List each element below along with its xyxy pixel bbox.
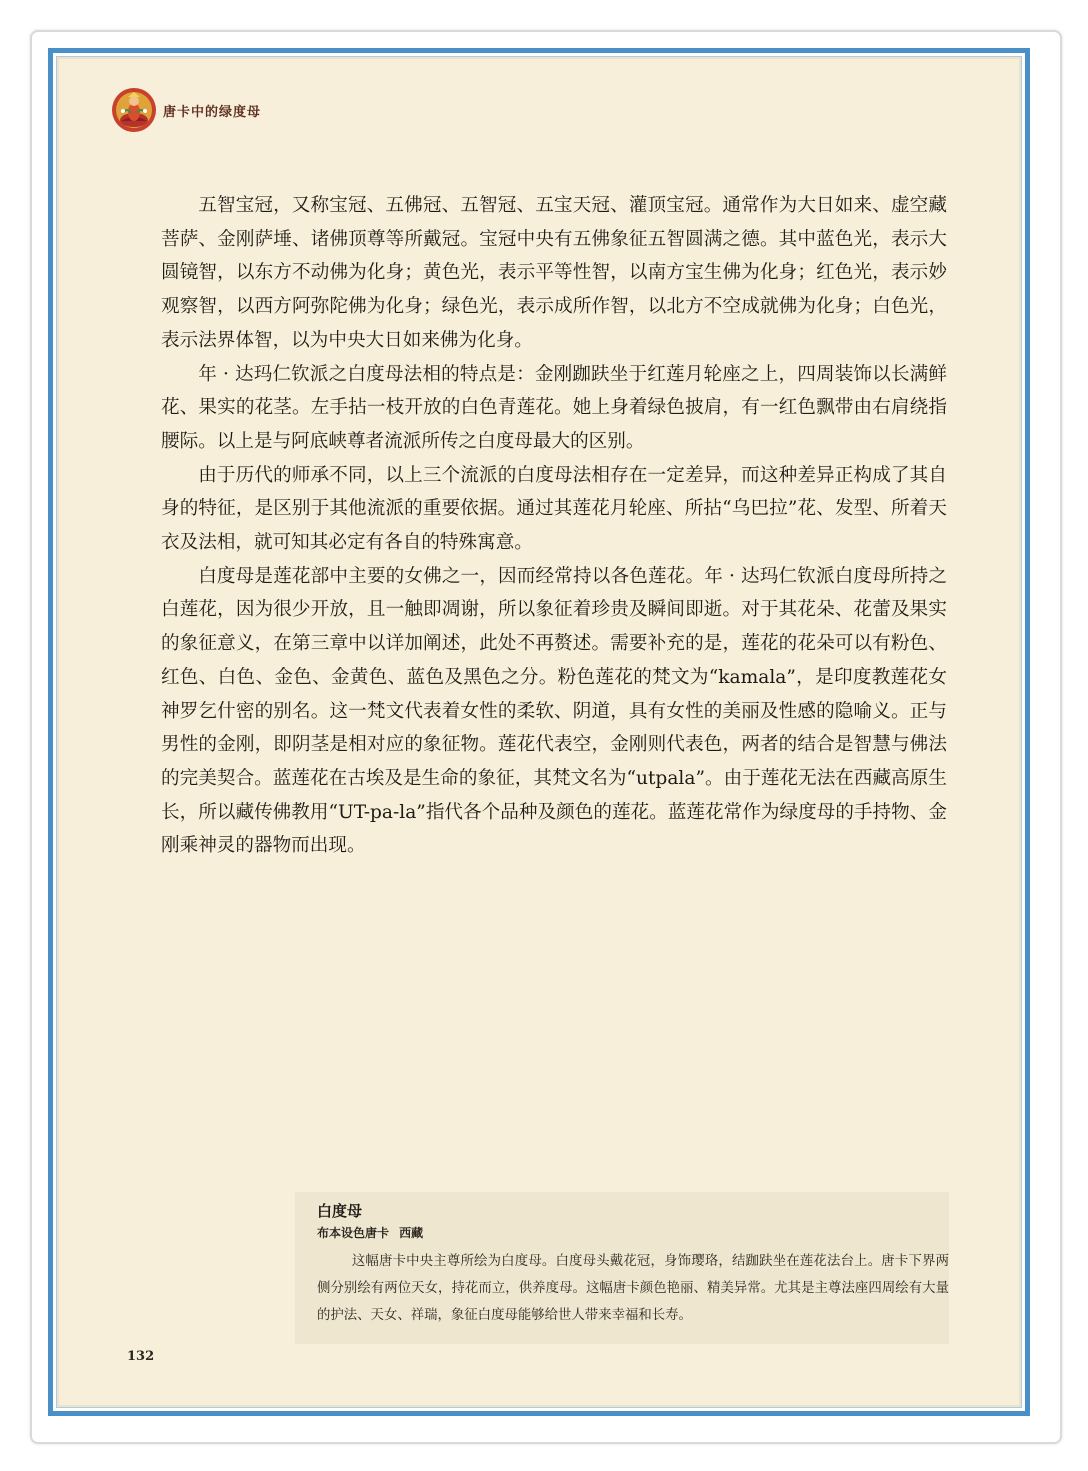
book-page <box>57 57 1021 1407</box>
header-title: 唐卡中的绿度母 <box>163 104 262 120</box>
caption-title: 白度母 <box>317 1202 363 1220</box>
main-text <box>161 189 947 863</box>
figure-caption <box>295 1192 949 1344</box>
paragraph: 年 · 达玛仁钦派之白度母法相的特点是：金刚跏趺坐于红莲月轮座之上，四周装饰以长满鲜花、果实的花茎。左手拈一枝开放的白色青莲花。她上身着绿色披肩，有一红色飘带由右肩绕指腰际。以上是与阿底峡尊者流派所传之白度母最大的区别。 <box>161 363 947 452</box>
paragraph: 由于历代的师承不同，以上三个流派的白度母法相存在一定差异，而这种差异正构成了其自身的特征，是区别于其他流派的重要依据。通过其莲花月轮座、所拈“乌巴拉”花、发型、所着天衣及法相，就可知其必定有各自的特殊寓意。 <box>161 464 947 554</box>
paragraph: 五智宝冠，又称宝冠、五佛冠、五智冠、五宝天冠、灌顶宝冠。通常作为大日如来、虚空藏菩萨、金刚萨埵、诸佛顶尊等所戴冠。宝冠中央有五佛象征五智圆满之德。其中蓝色光，表示大圆镜智，以东方不动佛为化身；黄色光，表示平等性智，以南方宝生佛为化身；红色光，表示妙观察智，以西方阿弥陀佛为化身；绿色光，表示成所作智，以北方不空成就佛为化身；白色光，表示法界体智，以为中央大日如来佛为化身。 <box>161 195 947 351</box>
thangka-deity-emblem-icon <box>111 87 157 133</box>
paragraph: 白度母是莲花部中主要的女佛之一，因而经常持以各色莲花。年 · 达玛仁钦派白度母所持之白莲花，因为很少开放，且一触即凋谢，所以象征着珍贵及瞬间即逝。对于其花朵、花蕾及果实的象征意义，在第三章中以详加阐述，此处不再赘述。需要补充的是，莲花的花朵可以有粉色、红色、白色、金色、金黄色、蓝色及黑色之分。粉色莲花的梵文为“kamala”，是印度教莲花女神罗乞什密的别名。这一梵文代表着女性的柔软、阴道，具有女性的美丽及性感的隐喻义。正与男性的金刚，即阴茎是相对应的象征物。莲花代表空，金刚则代表色，两者的结合是智慧与佛法的完美契合。蓝莲花在古埃及是生命的象征，其梵文名为“utpala”。由于莲花无法在西藏高原生长，所以藏传佛教用“UT-pa-la”指代各个品种及颜色的莲花。蓝莲花常作为绿度母的手持物、金刚乘神灵的器物而出现。 <box>161 565 947 857</box>
page-number: 132 <box>127 1349 155 1364</box>
caption-text: 这幅唐卡中央主尊所绘为白度母。白度母头戴花冠，身饰璎珞，结跏趺坐在莲花法台上。唐卡下界两侧分别绘有两位天女，持花而立，供养度母。这幅唐卡颜色艳丽、精美异常。尤其是主尊法座四周绘有大量的护法、天女、祥瑞，象征白度母能够给世人带来幸福和长寿。 <box>317 1254 949 1323</box>
running-header <box>111 85 261 135</box>
caption-subtitle: 布本设色唐卡 西藏 <box>317 1226 424 1240</box>
